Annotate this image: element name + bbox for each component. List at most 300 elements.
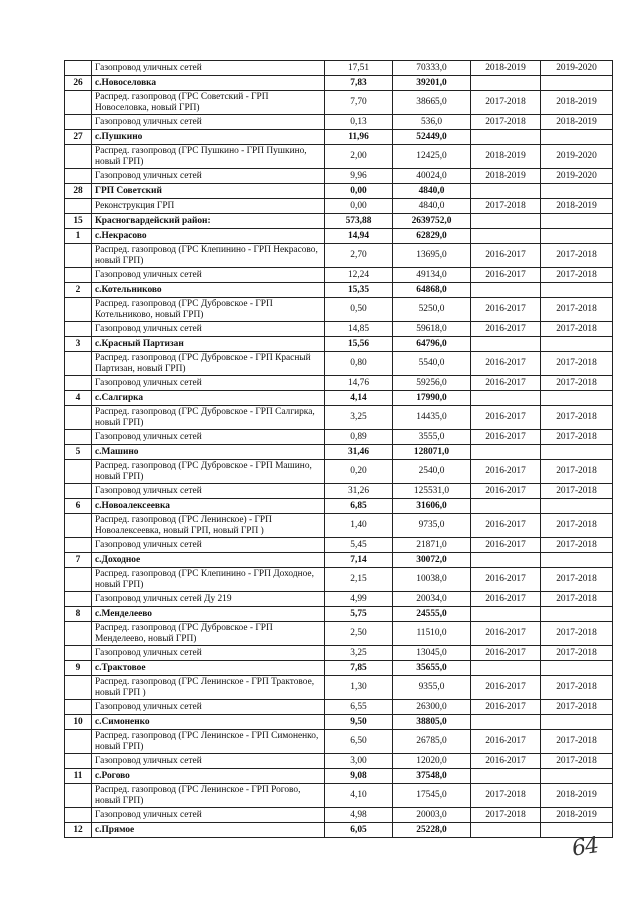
table-row [65, 169, 613, 184]
table-row [65, 538, 613, 553]
table-body [65, 61, 613, 838]
row-end-period: 2019-2020 [541, 169, 613, 184]
row-end-period: 2017-2018 [541, 754, 613, 769]
row-end-period: 2017-2018 [541, 430, 613, 445]
row-start-period: 2017-2018 [471, 199, 541, 214]
table-row-header [65, 76, 613, 91]
row-end-period [541, 661, 613, 676]
row-end-period: 2017-2018 [541, 568, 613, 592]
row-number [65, 646, 92, 661]
row-start-period: 2016-2017 [471, 538, 541, 553]
row-number [65, 322, 92, 337]
row-cost: 14435,0 [393, 406, 471, 430]
row-start-period: 2016-2017 [471, 514, 541, 538]
row-number: 6 [65, 499, 92, 514]
table-row [65, 322, 613, 337]
row-name: с.Пушкино [92, 130, 325, 145]
row-end-period: 2017-2018 [541, 322, 613, 337]
row-start-period: 2018-2019 [471, 145, 541, 169]
row-cost: 20034,0 [393, 592, 471, 607]
row-end-period [541, 337, 613, 352]
row-length: 4,98 [325, 808, 393, 823]
row-end-period: 2017-2018 [541, 376, 613, 391]
row-cost: 59256,0 [393, 376, 471, 391]
table-row [65, 622, 613, 646]
row-end-period: 2018-2019 [541, 115, 613, 130]
row-number [65, 115, 92, 130]
row-start-period: 2017-2018 [471, 808, 541, 823]
row-end-period [541, 229, 613, 244]
row-cost: 5540,0 [393, 352, 471, 376]
row-end-period [541, 76, 613, 91]
row-name: с.Новоалексеевка [92, 499, 325, 514]
row-cost: 64796,0 [393, 337, 471, 352]
row-end-period: 2017-2018 [541, 244, 613, 268]
row-cost: 11510,0 [393, 622, 471, 646]
row-name: Распред. газопровод (ГРС Ленинское) - ГРП Новоалексеевка, новый ГРП, новый ГРП ) [92, 514, 325, 538]
row-cost: 17545,0 [393, 784, 471, 808]
row-name: Реконструкция ГРП [92, 199, 325, 214]
row-start-period [471, 184, 541, 199]
row-start-period [471, 499, 541, 514]
table-row-header [65, 283, 613, 298]
row-name: Распред. газопровод (ГРС Ленинское - ГРП Симоненко, новый ГРП) [92, 730, 325, 754]
row-cost: 128071,0 [393, 445, 471, 460]
row-start-period: 2016-2017 [471, 592, 541, 607]
row-end-period: 2017-2018 [541, 592, 613, 607]
row-length: 6,55 [325, 700, 393, 715]
table-row [65, 784, 613, 808]
table-row [65, 730, 613, 754]
row-start-period: 2016-2017 [471, 460, 541, 484]
row-number [65, 376, 92, 391]
row-length: 7,14 [325, 553, 393, 568]
row-cost: 4840,0 [393, 184, 471, 199]
row-number: 3 [65, 337, 92, 352]
row-end-period [541, 445, 613, 460]
row-number [65, 538, 92, 553]
row-number [65, 622, 92, 646]
row-end-period: 2017-2018 [541, 406, 613, 430]
table-row [65, 700, 613, 715]
table-row-header [65, 715, 613, 730]
row-cost: 62829,0 [393, 229, 471, 244]
row-length: 0,13 [325, 115, 393, 130]
row-end-period [541, 391, 613, 406]
row-length: 6,85 [325, 499, 393, 514]
row-start-period: 2016-2017 [471, 646, 541, 661]
table-row-header [65, 184, 613, 199]
row-length: 1,30 [325, 676, 393, 700]
row-number [65, 145, 92, 169]
row-start-period [471, 391, 541, 406]
row-name: с.Красный Партизан [92, 337, 325, 352]
row-end-period: 2017-2018 [541, 298, 613, 322]
row-length: 31,26 [325, 484, 393, 499]
table-row [65, 646, 613, 661]
row-name: с.Менделеево [92, 607, 325, 622]
row-cost: 13695,0 [393, 244, 471, 268]
row-end-period: 2017-2018 [541, 460, 613, 484]
row-cost: 38665,0 [393, 91, 471, 115]
table-row [65, 514, 613, 538]
row-name: Газопровод уличных сетей [92, 646, 325, 661]
table-row [65, 352, 613, 376]
row-start-period: 2016-2017 [471, 406, 541, 430]
row-end-period: 2018-2019 [541, 199, 613, 214]
row-end-period [541, 499, 613, 514]
row-end-period: 2018-2019 [541, 91, 613, 115]
row-name: Газопровод уличных сетей [92, 754, 325, 769]
row-start-period [471, 130, 541, 145]
row-length: 2,50 [325, 622, 393, 646]
row-length: 0,50 [325, 298, 393, 322]
row-number: 1 [65, 229, 92, 244]
row-end-period: 2017-2018 [541, 676, 613, 700]
row-end-period: 2017-2018 [541, 730, 613, 754]
row-length: 573,88 [325, 214, 393, 229]
row-cost: 39201,0 [393, 76, 471, 91]
row-start-period: 2016-2017 [471, 352, 541, 376]
row-end-period [541, 715, 613, 730]
table-row [65, 676, 613, 700]
row-end-period: 2019-2020 [541, 145, 613, 169]
row-cost: 2639752,0 [393, 214, 471, 229]
row-name: Газопровод уличных сетей [92, 700, 325, 715]
row-number: 28 [65, 184, 92, 199]
row-length: 2,00 [325, 145, 393, 169]
row-end-period [541, 214, 613, 229]
row-start-period: 2016-2017 [471, 244, 541, 268]
row-name: с.Симоненко [92, 715, 325, 730]
row-length: 9,08 [325, 769, 393, 784]
row-start-period: 2016-2017 [471, 322, 541, 337]
row-number [65, 514, 92, 538]
row-name: с.Некрасово [92, 229, 325, 244]
table-row [65, 61, 613, 76]
row-number [65, 199, 92, 214]
row-start-period: 2016-2017 [471, 376, 541, 391]
row-end-period [541, 130, 613, 145]
table-row [65, 592, 613, 607]
row-name: Газопровод уличных сетей [92, 169, 325, 184]
table-row-header [65, 769, 613, 784]
table-row-header [65, 607, 613, 622]
table-row [65, 568, 613, 592]
row-end-period: 2017-2018 [541, 538, 613, 553]
row-name: с.Машино [92, 445, 325, 460]
row-name: ГРП Советский [92, 184, 325, 199]
row-start-period [471, 214, 541, 229]
table-row [65, 91, 613, 115]
row-start-period [471, 229, 541, 244]
row-cost: 26785,0 [393, 730, 471, 754]
row-number [65, 808, 92, 823]
row-name: Газопровод уличных сетей [92, 376, 325, 391]
row-start-period: 2017-2018 [471, 115, 541, 130]
table-row [65, 484, 613, 499]
table-row [65, 460, 613, 484]
row-number [65, 244, 92, 268]
table-row [65, 199, 613, 214]
row-end-period: 2017-2018 [541, 514, 613, 538]
row-cost: 59618,0 [393, 322, 471, 337]
row-number [65, 676, 92, 700]
row-end-period: 2017-2018 [541, 700, 613, 715]
row-number: 9 [65, 661, 92, 676]
row-start-period: 2017-2018 [471, 784, 541, 808]
row-name: Распред. газопровод (ГРС Пушкино - ГРП Пушкино, новый ГРП) [92, 145, 325, 169]
row-cost: 13045,0 [393, 646, 471, 661]
row-cost: 9355,0 [393, 676, 471, 700]
row-end-period: 2019-2020 [541, 61, 613, 76]
row-end-period [541, 607, 613, 622]
page-number: 64 [570, 833, 600, 862]
row-cost: 24555,0 [393, 607, 471, 622]
row-length: 11,96 [325, 130, 393, 145]
row-cost: 3555,0 [393, 430, 471, 445]
row-end-period [541, 184, 613, 199]
row-name: Распред. газопровод (ГРС Советский - ГРП Новоселовка, новый ГРП) [92, 91, 325, 115]
row-cost: 70333,0 [393, 61, 471, 76]
row-length: 15,56 [325, 337, 393, 352]
table-row [65, 298, 613, 322]
row-end-period: 2017-2018 [541, 352, 613, 376]
row-cost: 5250,0 [393, 298, 471, 322]
row-length: 9,50 [325, 715, 393, 730]
table-row [65, 430, 613, 445]
row-number: 12 [65, 823, 92, 838]
row-name: с.Рогово [92, 769, 325, 784]
row-start-period [471, 445, 541, 460]
row-number [65, 568, 92, 592]
row-number [65, 754, 92, 769]
row-length: 3,25 [325, 406, 393, 430]
row-number [65, 592, 92, 607]
row-start-period [471, 607, 541, 622]
row-cost: 536,0 [393, 115, 471, 130]
row-cost: 30072,0 [393, 553, 471, 568]
row-number: 8 [65, 607, 92, 622]
row-cost: 12425,0 [393, 145, 471, 169]
row-name: Газопровод уличных сетей Ду 219 [92, 592, 325, 607]
row-name: Газопровод уличных сетей [92, 115, 325, 130]
row-number [65, 460, 92, 484]
row-start-period: 2016-2017 [471, 700, 541, 715]
row-number: 5 [65, 445, 92, 460]
row-end-period: 2017-2018 [541, 484, 613, 499]
row-name: с.Новоселовка [92, 76, 325, 91]
row-end-period [541, 283, 613, 298]
row-cost: 12020,0 [393, 754, 471, 769]
table-row-header [65, 229, 613, 244]
table-row [65, 808, 613, 823]
row-start-period: 2016-2017 [471, 676, 541, 700]
row-number [65, 430, 92, 445]
table-row [65, 376, 613, 391]
row-end-period [541, 769, 613, 784]
gas-pipeline-table [64, 60, 613, 838]
row-number [65, 61, 92, 76]
table-row-header [65, 337, 613, 352]
row-number [65, 406, 92, 430]
table-row-header [65, 661, 613, 676]
row-name: Газопровод уличных сетей [92, 538, 325, 553]
row-name: с.Салгирка [92, 391, 325, 406]
row-length: 12,24 [325, 268, 393, 283]
row-name: Красногвардейский район: [92, 214, 325, 229]
row-start-period: 2017-2018 [471, 91, 541, 115]
row-start-period [471, 769, 541, 784]
row-length: 5,75 [325, 607, 393, 622]
row-length: 0,00 [325, 184, 393, 199]
row-length: 17,51 [325, 61, 393, 76]
row-end-period: 2017-2018 [541, 268, 613, 283]
row-start-period: 2018-2019 [471, 61, 541, 76]
row-number: 7 [65, 553, 92, 568]
row-cost: 4840,0 [393, 199, 471, 214]
row-start-period: 2016-2017 [471, 622, 541, 646]
row-length: 0,80 [325, 352, 393, 376]
table-row-header [65, 499, 613, 514]
row-number: 15 [65, 214, 92, 229]
table-row-header [65, 553, 613, 568]
row-length: 7,85 [325, 661, 393, 676]
row-length: 1,40 [325, 514, 393, 538]
row-cost: 38805,0 [393, 715, 471, 730]
table-row-header [65, 214, 613, 229]
row-cost: 2540,0 [393, 460, 471, 484]
row-length: 6,50 [325, 730, 393, 754]
row-cost: 20003,0 [393, 808, 471, 823]
row-start-period [471, 661, 541, 676]
table-row-header [65, 823, 613, 838]
row-length: 3,25 [325, 646, 393, 661]
row-number [65, 730, 92, 754]
row-length: 0,00 [325, 199, 393, 214]
row-name: Газопровод уличных сетей [92, 268, 325, 283]
row-end-period: 2017-2018 [541, 622, 613, 646]
row-name: с.Котельниково [92, 283, 325, 298]
row-length: 4,99 [325, 592, 393, 607]
row-start-period [471, 283, 541, 298]
row-length: 7,70 [325, 91, 393, 115]
row-start-period: 2016-2017 [471, 754, 541, 769]
row-start-period [471, 715, 541, 730]
row-start-period [471, 553, 541, 568]
table-row [65, 268, 613, 283]
row-cost: 10038,0 [393, 568, 471, 592]
row-number: 26 [65, 76, 92, 91]
row-cost: 17990,0 [393, 391, 471, 406]
row-start-period: 2016-2017 [471, 568, 541, 592]
row-start-period: 2016-2017 [471, 268, 541, 283]
row-number: 2 [65, 283, 92, 298]
row-start-period: 2016-2017 [471, 484, 541, 499]
row-name: Распред. газопровод (ГРС Дубровское - ГРП Машино, новый ГРП) [92, 460, 325, 484]
row-number: 4 [65, 391, 92, 406]
row-name: с.Трактовое [92, 661, 325, 676]
row-start-period [471, 76, 541, 91]
row-length: 14,94 [325, 229, 393, 244]
row-length: 2,70 [325, 244, 393, 268]
row-cost: 21871,0 [393, 538, 471, 553]
table-row-header [65, 445, 613, 460]
row-length: 31,46 [325, 445, 393, 460]
row-end-period: 2018-2019 [541, 784, 613, 808]
row-end-period [541, 553, 613, 568]
row-cost: 31606,0 [393, 499, 471, 514]
row-length: 6,05 [325, 823, 393, 838]
row-end-period: 2018-2019 [541, 808, 613, 823]
row-length: 7,83 [325, 76, 393, 91]
row-name: Распред. газопровод (ГРС Ленинское - ГРП Рогово, новый ГРП) [92, 784, 325, 808]
row-name: Распред. газопровод (ГРС Дубровское - ГРП Красный Партизан, новый ГРП) [92, 352, 325, 376]
table-row [65, 115, 613, 130]
row-name: Газопровод уличных сетей [92, 808, 325, 823]
row-length: 0,89 [325, 430, 393, 445]
row-name: Распред. газопровод (ГРС Дубровское - ГРП Менделеево, новый ГРП) [92, 622, 325, 646]
table-row-header [65, 130, 613, 145]
row-cost: 40024,0 [393, 169, 471, 184]
row-name: Распред. газопровод (ГРС Дубровское - ГРП Салгирка, новый ГРП) [92, 406, 325, 430]
row-start-period: 2016-2017 [471, 298, 541, 322]
row-cost: 26300,0 [393, 700, 471, 715]
row-number [65, 700, 92, 715]
row-length: 14,76 [325, 376, 393, 391]
row-cost: 125531,0 [393, 484, 471, 499]
row-cost: 52449,0 [393, 130, 471, 145]
row-length: 4,10 [325, 784, 393, 808]
row-cost: 35655,0 [393, 661, 471, 676]
row-cost: 64868,0 [393, 283, 471, 298]
row-end-period: 2017-2018 [541, 646, 613, 661]
row-number: 27 [65, 130, 92, 145]
row-number [65, 298, 92, 322]
row-length: 9,96 [325, 169, 393, 184]
row-length: 2,15 [325, 568, 393, 592]
row-length: 5,45 [325, 538, 393, 553]
row-length: 4,14 [325, 391, 393, 406]
row-number [65, 91, 92, 115]
row-length: 15,35 [325, 283, 393, 298]
row-start-period [471, 337, 541, 352]
row-cost: 49134,0 [393, 268, 471, 283]
row-name: Газопровод уличных сетей [92, 322, 325, 337]
row-number [65, 268, 92, 283]
row-length: 0,20 [325, 460, 393, 484]
table-row [65, 406, 613, 430]
row-name: с.Доходное [92, 553, 325, 568]
row-start-period: 2016-2017 [471, 430, 541, 445]
row-name: Распред. газопровод (ГРС Клепинино - ГРП Доходное, новый ГРП) [92, 568, 325, 592]
row-name: с.Прямое [92, 823, 325, 838]
row-number [65, 484, 92, 499]
row-start-period: 2016-2017 [471, 730, 541, 754]
row-length: 14,85 [325, 322, 393, 337]
row-number [65, 169, 92, 184]
row-cost: 25228,0 [393, 823, 471, 838]
row-cost: 9735,0 [393, 514, 471, 538]
row-start-period [471, 823, 541, 838]
row-start-period: 2018-2019 [471, 169, 541, 184]
row-cost: 37548,0 [393, 769, 471, 784]
row-name: Распред. газопровод (ГРС Ленинское - ГРП Трактовое, новый ГРП ) [92, 676, 325, 700]
row-name: Газопровод уличных сетей [92, 430, 325, 445]
row-name: Распред. газопровод (ГРС Клепинино - ГРП Некрасово, новый ГРП) [92, 244, 325, 268]
row-number: 11 [65, 769, 92, 784]
row-number [65, 352, 92, 376]
